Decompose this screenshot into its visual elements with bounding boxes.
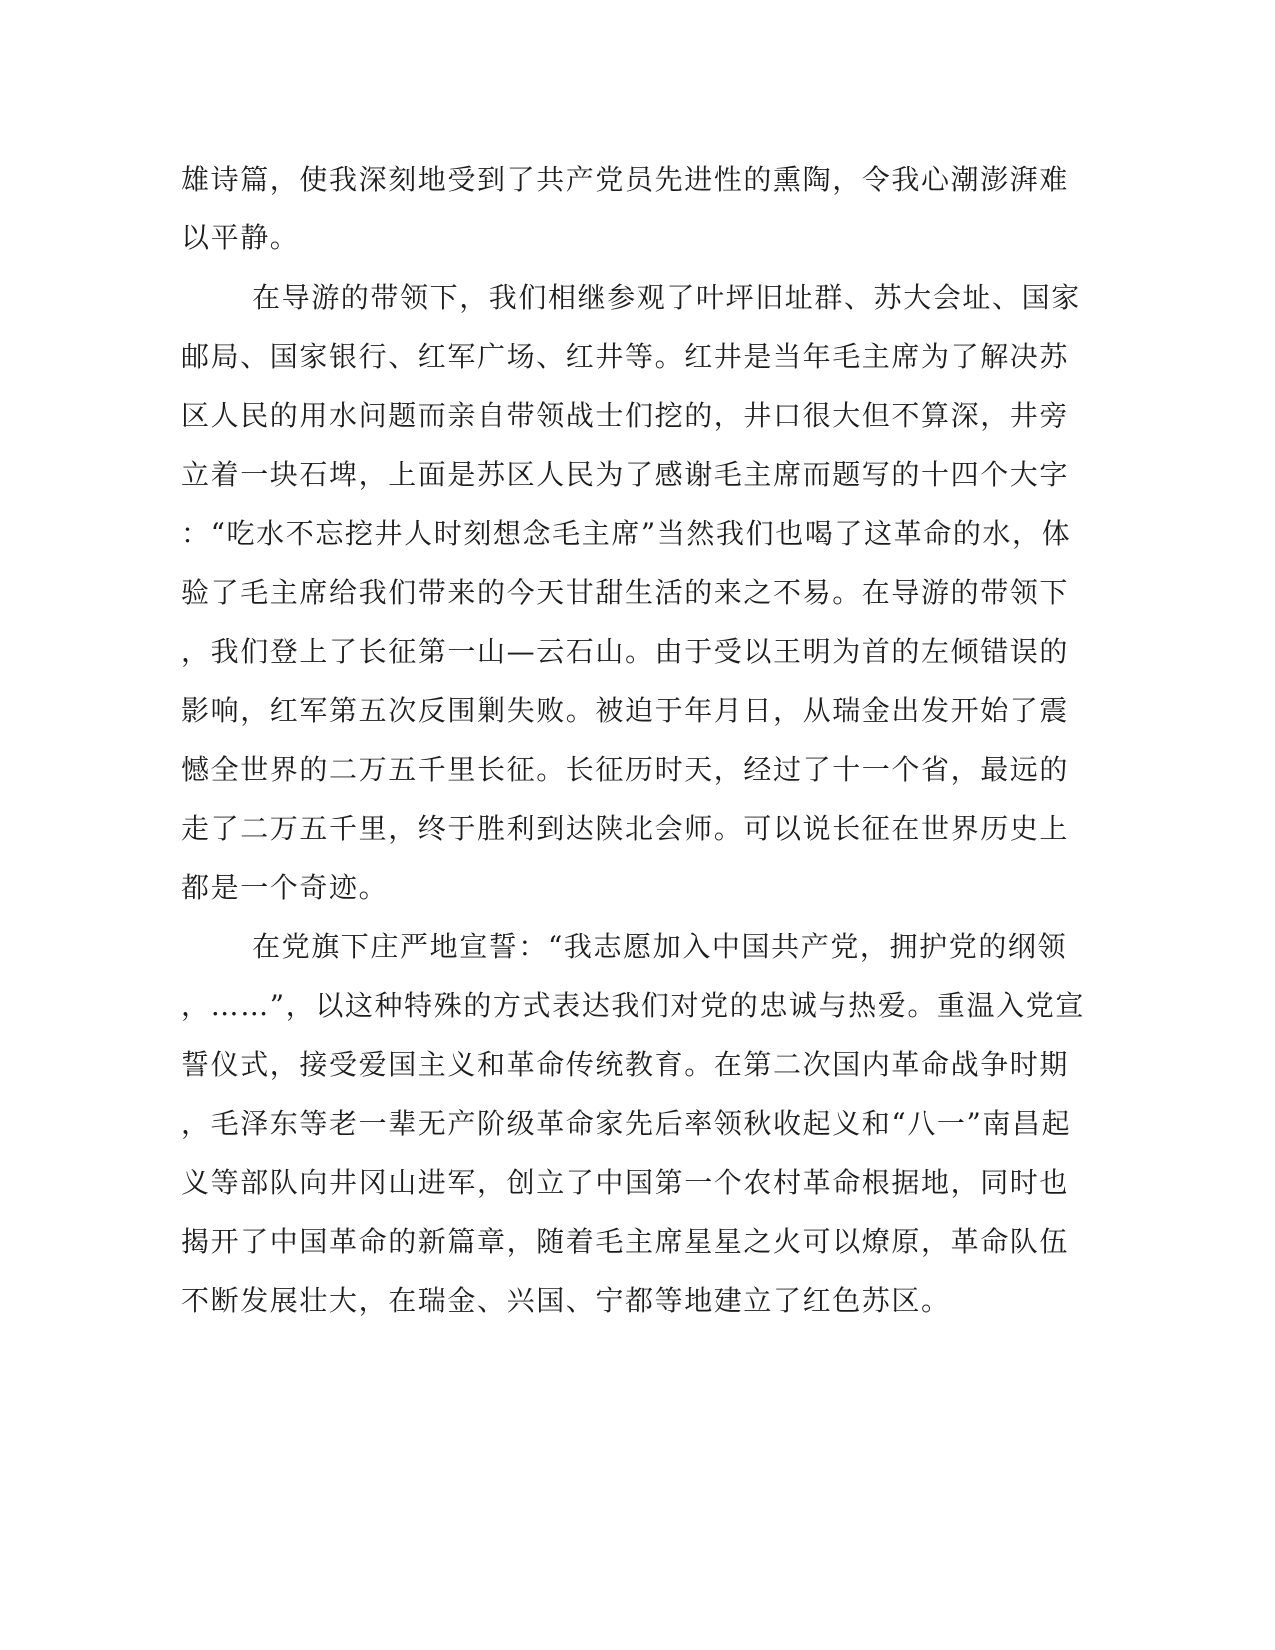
text-line: 验了毛主席给我们带来的今天甘甜生活的来之不易。在导游的带领下 [181, 576, 1070, 609]
text-line: 誓仪式，接受爱国主义和革命传统教育。在第二次国内革命战争时期 [181, 1048, 1070, 1081]
text-line: 雄诗篇，使我深刻地受到了共产党员先进性的熏陶，令我心潮澎湃难 [181, 163, 1070, 196]
text-line: 揭开了中国革命的新篇章，随着毛主席星星之火可以燎原，革命队伍 [181, 1225, 1070, 1258]
text-line: ：“吃水不忘挖井人时刻想念毛主席”当然我们也喝了这革命的水，体 [181, 517, 1072, 550]
text-line: 走了二万五千里，终于胜利到达陕北会师。可以说长征在世界历史上 [181, 812, 1070, 845]
text-line: 以平静。 [181, 221, 300, 254]
text-line: 影响，红军第五次反围剿失败。被迫于年月日，从瑞金出发开始了震 [181, 694, 1070, 727]
text-line: 义等部队向井冈山进军，创立了中国第一个农村革命根据地，同时也 [181, 1166, 1070, 1199]
text-line: ，我们登上了长征第一山—云石山。由于受以王明为首的左倾错误的 [181, 635, 1070, 668]
text-line: ，毛泽东等老一辈无产阶级革命家先后率领秋收起义和“八一”南昌起 [181, 1107, 1072, 1140]
text-line: 立着一块石埤，上面是苏区人民为了感谢毛主席而题写的十四个大字 [181, 458, 1070, 491]
text-line: 都是一个奇迹。 [181, 871, 389, 904]
text-line: 区人民的用水问题而亲自带领战士们挖的，井口很大但不算深，井旁 [181, 399, 1070, 432]
paragraph-first-line: 在导游的带领下，我们相继参观了叶坪旧址群、苏大会址、国家 [252, 281, 1081, 314]
text-line: 不断发展壮大，在瑞金、兴国、宁都等地建立了红色苏区。 [181, 1284, 951, 1317]
text-line: 憾全世界的二万五千里长征。长征历时天，经过了十一个省，最远的 [181, 753, 1070, 786]
paragraph-first-line: 在党旗下庄严地宣誓：“我志愿加入中国共产党，拥护党的纲领 [252, 930, 1068, 963]
text-line: 邮局、国家银行、红军广场、红井等。红井是当年毛主席为了解决苏 [181, 340, 1070, 373]
text-line: ，……”，以这种特殊的方式表达我们对党的忠诚与热爱。重温入党宣 [181, 989, 1085, 1022]
